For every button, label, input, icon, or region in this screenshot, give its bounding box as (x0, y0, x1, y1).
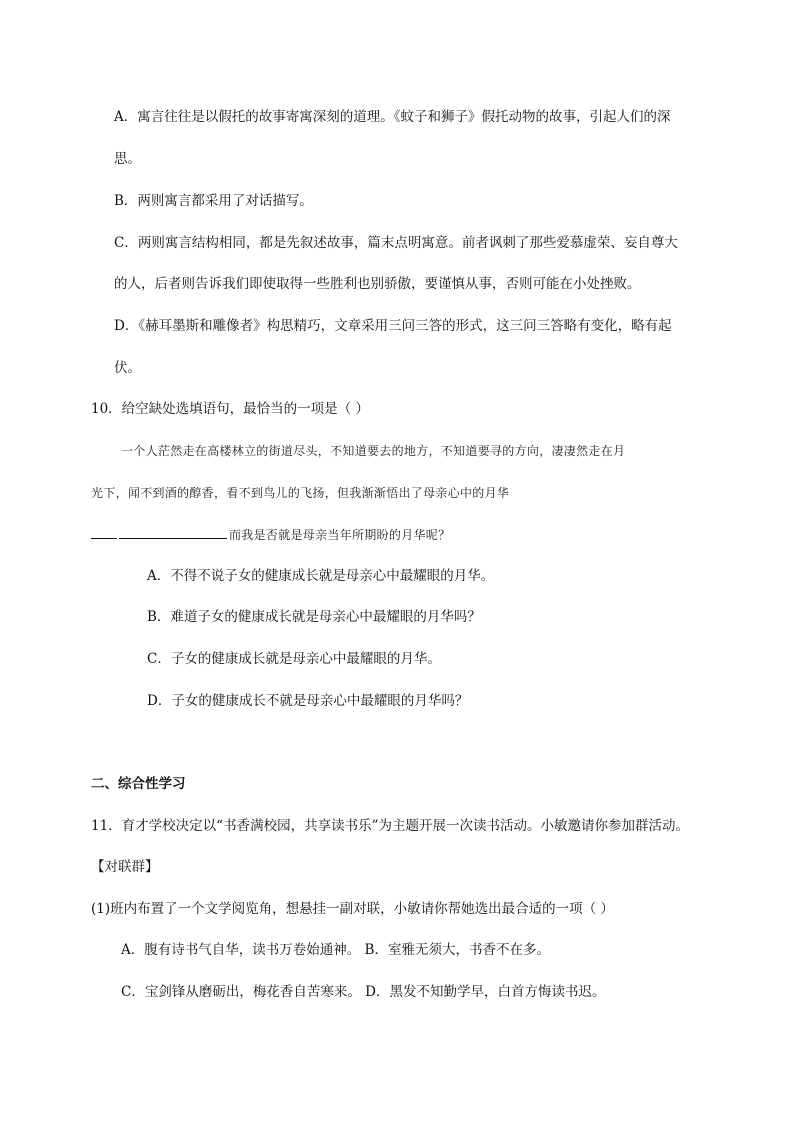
q11-sub1-stem: (1)班内布置了一个文学阅览角，想悬挂一副对联，小敏请你帮她选出最合适的一项（ ） (91, 901, 614, 917)
q9-option-d-line2: 伏。 (114, 360, 141, 376)
q10-passage-line3-wrapper (91, 524, 450, 545)
q9-option-b: B．两则寓言都采用了对话描写。 (114, 193, 313, 209)
q10-option-b: B．难道子女的健康成长就是母亲心中最耀眼的月华吗？ (147, 609, 481, 625)
q10-passage-line1: 一个人茫然走在高楼林立的街道尽头，不知道要去的地方，不知道要寻的方向，凄凄然走在月 (121, 444, 626, 458)
q9-option-c-line2: 的人，后者则告诉我们即使取得一些胜利也别骄傲，要谨慎从事，否则可能在小处挫败。 (114, 276, 641, 292)
q9-option-a-line1: A．寓言往往是以假托的故事寄寓深刻的道理。《蚊子和狮子》假托动物的故事，引起人们的深 (114, 109, 671, 125)
q10-answer-blank (119, 524, 227, 539)
q11-options-line2: C．宝剑锋从磨砺出，梅花香自苦寒来。 D．黑发不知勤学早，白首方悔读书迟。 (121, 984, 606, 1000)
q10-option-a: A．不得不说子女的健康成长就是母亲心中最耀眼的月华。 (147, 568, 495, 584)
q9-option-d-line1: D．《赫耳墨斯和雕像者》构思精巧，文章采用三问三答的形式，这三问三答略有变化，略有起 (114, 318, 672, 334)
q9-option-c-line1: C．两则寓言结构相同，都是先叙述故事，篇末点明寓意。前者讽刺了那些爱慕虚荣、妄自尊大 (114, 235, 678, 251)
q10-dash (91, 528, 117, 539)
q11-group-label: 【对联群】 (91, 859, 159, 875)
section-heading: 二、综合性学习 (91, 776, 186, 792)
q10-option-c: C．子女的健康成长就是母亲心中最耀眼的月华。 (147, 651, 441, 667)
q11-stem: 11．育才学校决定以“书香满校园，共享读书乐”为主题开展一次读书活动。小敏邀请你参加群活动。 (91, 818, 689, 834)
q11-options-line1: A．腹有诗书气自华，读书万卷始通神。 B．室雅无须大，书香不在多。 (121, 942, 550, 958)
q10-option-d: D．子女的健康成长不就是母亲心中最耀眼的月华吗？ (147, 693, 469, 709)
q10-stem: 10．给空缺处选填语句，最恰当的一项是（ ） (91, 401, 369, 417)
q10-passage-line2: 光下，闻不到酒的醇香，看不到鸟儿的飞扬，但我渐渐悟出了母亲心中的月华 (91, 486, 510, 500)
q10-passage-line3: 而我是否就是母亲当年所期盼的月华呢？ (229, 528, 451, 542)
q9-option-a-line2: 思。 (114, 151, 141, 167)
